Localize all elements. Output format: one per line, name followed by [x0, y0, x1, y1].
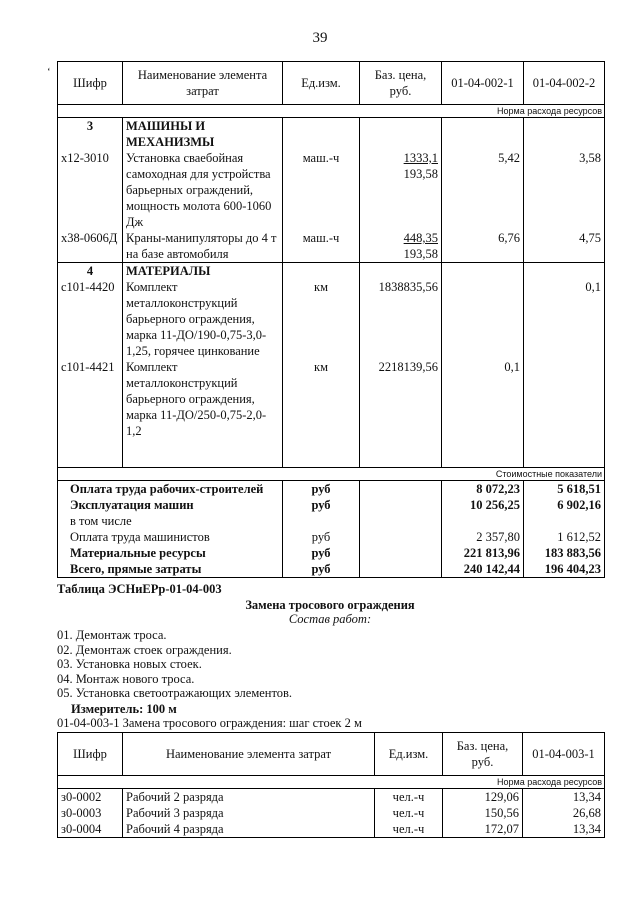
- row-code: с101-4421: [58, 359, 123, 439]
- row-value-2: 3,58: [524, 150, 605, 230]
- table-row: [58, 230, 605, 263]
- header-code: Шифр: [58, 733, 123, 776]
- work-item: 01. Демонтаж троса.: [57, 628, 167, 642]
- cost-name: Эксплуатация машин: [58, 497, 283, 513]
- cost-unit: руб: [283, 481, 360, 498]
- row-price: 172,07: [443, 821, 523, 838]
- empty-cell: [360, 545, 442, 561]
- empty-cell: [524, 118, 605, 151]
- row-value-1: 6,76: [442, 230, 524, 263]
- section-row: [58, 263, 605, 280]
- row-code: с101-4420: [58, 279, 123, 359]
- header-name: Наименование элемента затрат: [123, 62, 283, 105]
- header-unit: Ед.изм.: [283, 62, 360, 105]
- empty-cell: [123, 439, 283, 468]
- table-header-row: [58, 733, 605, 776]
- table-row: [58, 150, 605, 230]
- row-name: Рабочий 3 разряда: [123, 805, 375, 821]
- row-unit: км: [283, 359, 360, 439]
- row-value-2: [524, 359, 605, 439]
- band-row: [58, 105, 605, 118]
- cost-name: Всего, прямые затраты: [58, 561, 283, 578]
- work-item: 04. Монтаж нового троса.: [57, 671, 195, 686]
- row-price: [360, 230, 442, 263]
- row-value-1: 26,68: [523, 805, 605, 821]
- price-top: 1333,1: [403, 151, 438, 165]
- cost-unit: руб: [283, 545, 360, 561]
- row-unit: км: [283, 279, 360, 359]
- row-price: 1838835,56: [360, 279, 442, 359]
- row-name: Рабочий 2 разряда: [123, 789, 375, 806]
- cost-row: [58, 545, 605, 561]
- row-name: Комплект металлоконструкций барьерного ограждения, марка 11-ДО/190-0,75-3,0-1,25, горячее цинкование: [123, 279, 283, 359]
- page-number: 39: [312, 30, 328, 46]
- cost-unit: [283, 513, 360, 529]
- header-name: Наименование элемента затрат: [123, 733, 375, 776]
- row-code: з0-0003: [58, 805, 123, 821]
- work-item: 02. Демонтаж стоек ограждения.: [57, 642, 232, 657]
- row-code: з0-0004: [58, 821, 123, 838]
- empty-cell: [360, 481, 442, 498]
- row-unit: маш.-ч: [283, 230, 360, 263]
- section-code: 3: [58, 118, 123, 151]
- cost-value-1: 10 256,25: [442, 497, 524, 513]
- variant-line: 01-04-003-1 Замена тросового ограждения: шаг стоек 2 м: [57, 716, 362, 730]
- table-title: Таблица ЭСНиЕРр-01-04-003: [57, 582, 222, 596]
- cost-name: Оплата труда машинистов: [58, 529, 283, 545]
- price-bottom: 193,58: [403, 167, 438, 181]
- band-row: [58, 776, 605, 789]
- row-value-1: 5,42: [442, 150, 524, 230]
- cost-value-1: [442, 513, 524, 529]
- header-price: Баз. цена, руб.: [360, 62, 442, 105]
- cost-unit: руб: [283, 529, 360, 545]
- empty-cell: [360, 497, 442, 513]
- cost-unit: руб: [283, 497, 360, 513]
- cost-value-2: 5 618,51: [524, 481, 605, 498]
- empty-cell: [283, 263, 360, 280]
- cost-name: Материальные ресурсы: [58, 545, 283, 561]
- row-code: з0-0002: [58, 789, 123, 806]
- work-item: 03. Установка новых стоек.: [57, 657, 202, 672]
- row-value-1: 13,34: [523, 789, 605, 806]
- section-title: МАТЕРИАЛЫ: [123, 263, 283, 280]
- works-list: [57, 628, 617, 701]
- row-value-1: 0,1: [442, 359, 524, 439]
- row-name: Комплект металлоконструкций барьерного ограждения, марка 11-ДО/250-0,75-2,0-1,2: [123, 359, 283, 439]
- row-value-2: 0,1: [524, 279, 605, 359]
- row-name: Рабочий 4 разряда: [123, 821, 375, 838]
- band-costs: Стоимостные показатели: [58, 468, 605, 481]
- table-row: [58, 789, 605, 806]
- section-title: МАШИНЫ И МЕХАНИЗМЫ: [123, 118, 283, 151]
- row-value-1: 13,34: [523, 821, 605, 838]
- empty-cell: [360, 439, 442, 468]
- empty-cell: [524, 439, 605, 468]
- row-code: х38-0606Д: [58, 230, 123, 263]
- section-heading: Замена тросового ограждения: [245, 598, 415, 612]
- cost-value-2: 196 404,23: [524, 561, 605, 578]
- resource-table-01-04-003: [57, 732, 605, 838]
- row-price: 2218139,56: [360, 359, 442, 439]
- empty-cell: [442, 118, 524, 151]
- band-resources: Норма расхода ресурсов: [58, 776, 605, 789]
- cost-value-1: 240 142,44: [442, 561, 524, 578]
- cost-name: в том числе: [58, 513, 283, 529]
- cost-row: [58, 529, 605, 545]
- cost-value-2: 6 902,16: [524, 497, 605, 513]
- table-row: [58, 821, 605, 838]
- section-subheading: Состав работ:: [288, 612, 372, 626]
- empty-cell: [283, 439, 360, 468]
- section-code: 4: [58, 263, 123, 280]
- cost-value-1: 2 357,80: [442, 529, 524, 545]
- cost-name: Оплата труда рабочих-строителей: [58, 481, 283, 498]
- spacer-row: [58, 439, 605, 468]
- empty-cell: [58, 439, 123, 468]
- empty-cell: [360, 529, 442, 545]
- band-resources: Норма расхода ресурсов: [58, 105, 605, 118]
- empty-cell: [283, 118, 360, 151]
- cost-value-2: 1 612,52: [524, 529, 605, 545]
- cost-value-2: 183 883,56: [524, 545, 605, 561]
- empty-cell: [360, 561, 442, 578]
- row-price: [360, 150, 442, 230]
- empty-cell: [360, 513, 442, 529]
- header-price: Баз. цена, руб.: [443, 733, 523, 776]
- header-col1: 01-04-003-1: [523, 733, 605, 776]
- row-value-1: [442, 279, 524, 359]
- header-unit: Ед.изм.: [375, 733, 443, 776]
- table-row: [58, 279, 605, 359]
- price-top: 448,35: [403, 231, 438, 245]
- empty-cell: [524, 263, 605, 280]
- empty-cell: [360, 118, 442, 151]
- row-name: Установка сваебойная самоходная для устройства барьерных ограждений, мощность молота 600-1060 Дж: [123, 150, 283, 230]
- cost-unit: руб: [283, 561, 360, 578]
- cost-value-2: [524, 513, 605, 529]
- cost-row: [58, 513, 605, 529]
- empty-cell: [360, 263, 442, 280]
- price-bottom: 193,58: [403, 247, 438, 261]
- table-header-row: [58, 62, 605, 105]
- meter-line: Измеритель: 100 м: [71, 702, 177, 716]
- row-value-2: 4,75: [524, 230, 605, 263]
- empty-cell: [442, 263, 524, 280]
- row-unit: маш.-ч: [283, 150, 360, 230]
- table-row: [58, 805, 605, 821]
- section-row: [58, 118, 605, 151]
- resource-table-01-04-002: [57, 61, 605, 578]
- empty-cell: [442, 439, 524, 468]
- header-code: Шифр: [58, 62, 123, 105]
- row-unit: чел.-ч: [375, 789, 443, 806]
- table-row: [58, 359, 605, 439]
- stray-mark: ‘: [47, 66, 51, 78]
- row-price: 129,06: [443, 789, 523, 806]
- band-row: [58, 468, 605, 481]
- row-code: х12-3010: [58, 150, 123, 230]
- work-item: 05. Установка светоотражающих элементов.: [57, 686, 293, 701]
- row-unit: чел.-ч: [375, 805, 443, 821]
- row-unit: чел.-ч: [375, 821, 443, 838]
- cost-row: [58, 481, 605, 498]
- row-name: Краны-манипуляторы до 4 т на базе автомобиля: [123, 230, 283, 263]
- cost-value-1: 221 813,96: [442, 545, 524, 561]
- cost-value-1: 8 072,23: [442, 481, 524, 498]
- cost-row: [58, 497, 605, 513]
- cost-row: [58, 561, 605, 578]
- row-price: 150,56: [443, 805, 523, 821]
- header-col1: 01-04-002-1: [442, 62, 524, 105]
- header-col2: 01-04-002-2: [524, 62, 605, 105]
